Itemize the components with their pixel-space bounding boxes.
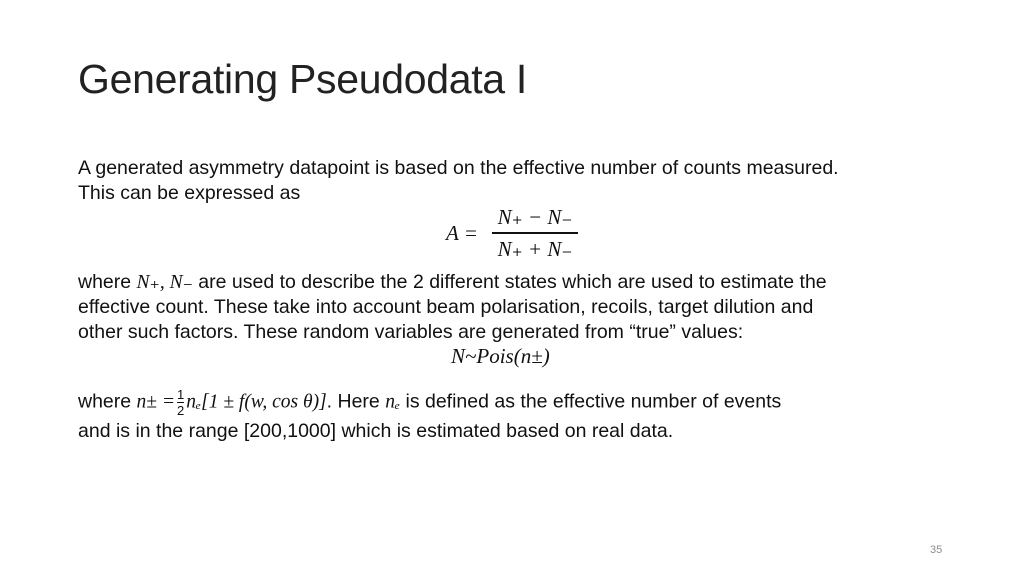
poisson-equation: N~Pois(n±) (451, 344, 550, 368)
asymmetry-numerator: N₊ − N₋ (497, 205, 573, 229)
paragraph-definition-line-2: and is in the range [200,1000] which is estimated based on real data. (78, 420, 674, 442)
asymmetry-equation-lhs: A = (446, 221, 478, 245)
n-pm-lhs: n± = (136, 391, 176, 413)
paragraph-states-line-1 (78, 270, 827, 295)
paragraph-intro-line-1: A generated asymmetry datapoint is based on the effective number of counts measured. (78, 157, 839, 179)
n-pm-rhs: nₑ[1 ± f(w, cos θ)] (186, 391, 327, 413)
state-symbols: N₊, N₋ (136, 272, 193, 293)
one-half-fraction (177, 388, 184, 417)
ne-symbol: nₑ (385, 391, 401, 413)
paragraph-states-line-3: other such factors. These random variables are generated from “true” values: (78, 321, 744, 343)
where-text-2: where (78, 390, 137, 413)
one-half-numerator: 1 (177, 387, 185, 402)
slide-title: Generating Pseudodata I (78, 56, 527, 102)
asymmetry-denominator: N₊ + N₋ (497, 236, 573, 261)
here-text: . Here (326, 390, 386, 413)
page-number: 35 (930, 544, 943, 556)
paragraph-intro-line-2: This can be expressed as (78, 182, 301, 204)
states-line-1-rest: are used to describe the 2 different states which are used to estimate the (192, 271, 827, 293)
paragraph-definition-line-1 (78, 388, 781, 417)
definition-line-1-rest: is defined as the effective number of events (400, 390, 782, 413)
where-text: where (78, 271, 137, 293)
paragraph-states-line-2: effective count. These take into account beam polarisation, recoils, target dilution and (78, 296, 814, 318)
fraction-bar (492, 232, 578, 234)
asymmetry-fraction (492, 205, 578, 261)
one-half-denominator: 2 (177, 403, 185, 418)
